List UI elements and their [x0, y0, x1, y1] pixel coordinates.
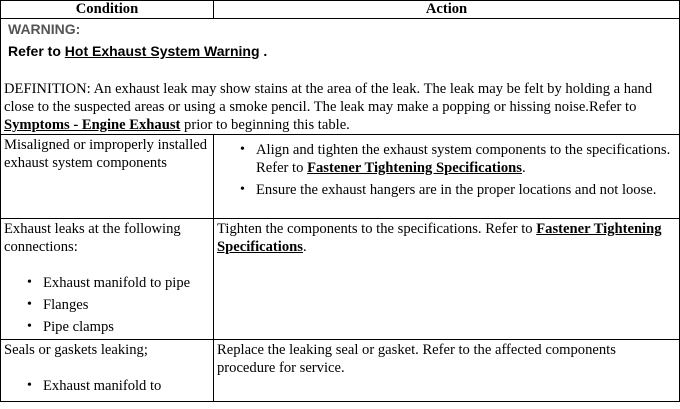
definition-text: DEFINITION: An exhaust leak may show stains at the area of the leak. The leak may be felt by holding a hand close to the suspected areas or using a smoke pencil. The leak may make a popping or hissing noise.Refer to Symptoms - Engine Exhaust prior to beginning this table. — [4, 81, 653, 133]
warning-cell — [1, 19, 680, 135]
condition-cell — [1, 219, 214, 340]
action-cell: Replace the leaking seal or gasket. Refer to the affected components procedure for service. — [214, 340, 680, 402]
list-item: • Pipe clamps — [43, 318, 211, 336]
hot-exhaust-warning-link[interactable]: Hot Exhaust System Warning — [64, 43, 260, 59]
action-cell — [214, 135, 680, 219]
action-list — [217, 141, 677, 199]
table-row — [1, 340, 680, 402]
condition-cell: Misaligned or improperly installed exhaust system components — [1, 135, 214, 219]
table-row — [1, 219, 680, 340]
action-cell: Tighten the components to the specifications. Refer to Fastener Tightening Specifications. — [214, 219, 680, 340]
table-row — [1, 135, 680, 219]
fastener-specs-link[interactable]: Fastener Tightening Specifications — [217, 221, 662, 255]
warning-text: Refer to Hot Exhaust System Warning . — [8, 43, 268, 59]
symptoms-engine-exhaust-link[interactable]: Symptoms - Engine Exhaust — [4, 117, 181, 133]
warning-row — [1, 19, 680, 135]
condition-text: Seals or gaskets leaking; — [4, 342, 148, 358]
header-action: Action — [214, 1, 680, 19]
header-condition: Condition — [1, 1, 214, 19]
fastener-specs-link[interactable]: Fastener Tightening Specifications — [307, 160, 522, 176]
condition-list — [4, 377, 211, 395]
condition-list — [4, 274, 211, 336]
condition-text: Exhaust leaks at the following connections: — [4, 221, 181, 255]
list-item: • Align and tighten the exhaust system components to the specifications. Refer to Fastener Tightening Specifications. — [256, 141, 677, 177]
list-item: • Exhaust manifold to pipe — [43, 274, 211, 292]
list-item: • Ensure the exhaust hangers are in the proper locations and not loose. — [256, 181, 677, 199]
table-header-row — [1, 1, 680, 19]
condition-cell — [1, 340, 214, 402]
warning-title: WARNING: — [8, 21, 81, 37]
list-item: • Flanges — [43, 296, 211, 314]
list-item: • Exhaust manifold to — [43, 377, 211, 395]
